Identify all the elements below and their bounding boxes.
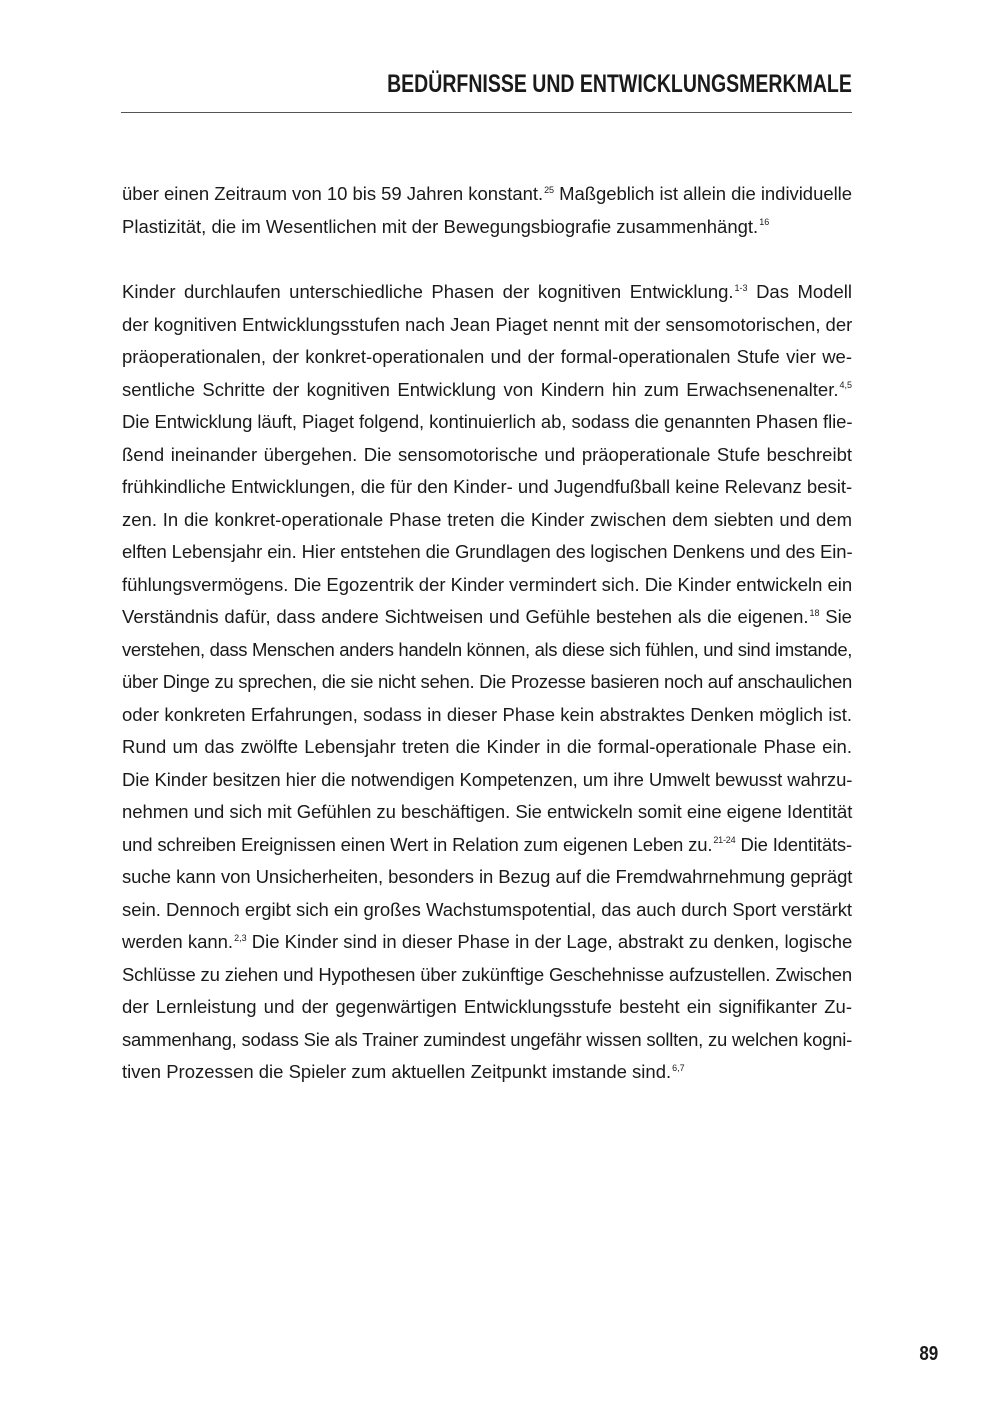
footnote-reference: 1-3 bbox=[734, 282, 748, 293]
text-line bbox=[122, 699, 852, 732]
text-line bbox=[122, 178, 852, 211]
text-segment: suche kann von Unsicherheiten, besonders in Bezug auf die Fremdwahrnehmung geprägt bbox=[122, 866, 853, 887]
text-segment: Sie bbox=[819, 606, 852, 627]
text-line bbox=[122, 341, 852, 374]
text-line bbox=[122, 861, 852, 894]
text-line bbox=[122, 1056, 852, 1089]
text-segment: Plastizität, die im Wesentlichen mit der Bewegungsbiografie zusammenhängt. bbox=[122, 215, 759, 237]
text-segment: Kinder durchlaufen unterschiedliche Phasen der kognitiven Entwicklung. bbox=[122, 281, 734, 302]
text-segment: oder konkreten Erfahrungen, sodass in dieser Phase kein abstraktes Denken möglich ist. bbox=[122, 703, 852, 725]
text-line bbox=[122, 666, 852, 699]
text-line bbox=[122, 1024, 852, 1057]
text-line bbox=[122, 601, 852, 634]
text-line bbox=[122, 309, 852, 342]
text-segment: fühlungsvermögens. Die Egozentrik der Kinder vermindert sich. Die Kinder entwickeln ein bbox=[122, 573, 853, 595]
text-line bbox=[122, 471, 852, 504]
text-segment: Das Modell bbox=[747, 281, 852, 302]
text-segment: Verständnis dafür, dass andere Sichtweisen und Gefühle bestehen als die eigenen. bbox=[122, 606, 809, 627]
text-segment: der kognitiven Entwicklungsstufen nach Jean Piaget nennt mit der sensomotorischen, der bbox=[122, 313, 853, 335]
text-segment: frühkindliche Entwicklungen, die für den Kinder- und Jugendfußball keine Relevanz besit- bbox=[122, 476, 853, 497]
text-segment: sentliche Schritte der kognitiven Entwicklung von Kindern hin zum Erwachsenenalter. bbox=[122, 378, 839, 400]
text-line bbox=[122, 796, 852, 829]
text-segment: über Dinge zu sprechen, die sie nicht sehen. Die Prozesse basieren noch auf anschaulichen bbox=[122, 671, 852, 692]
footnote-reference: 4,5 bbox=[839, 380, 852, 391]
text-line bbox=[122, 894, 852, 927]
footnote-reference: 2,3 bbox=[234, 932, 247, 943]
text-line bbox=[122, 764, 852, 797]
footnote-reference: 21-24 bbox=[713, 835, 736, 846]
text-segment: Die Identitäts- bbox=[735, 833, 852, 855]
text-segment: elften Lebensjahr ein. Hier entstehen die Grundlagen des logischen Denkens und des Ein- bbox=[122, 541, 853, 562]
text-line bbox=[122, 991, 852, 1024]
running-header: BEDÜRFNISSE UND ENTWICKLUNGSMERKMALE bbox=[387, 70, 852, 98]
footnote-reference: 16 bbox=[759, 217, 770, 228]
text-segment: nehmen und sich mit Gefühlen zu beschäftigen. Sie entwickeln somit eine eigene Identität bbox=[122, 801, 853, 822]
text-line bbox=[122, 731, 852, 764]
text-line bbox=[122, 211, 852, 244]
text-segment: Die Kinder besitzen hier die notwendigen Kompetenzen, um ihre Umwelt bewusst wahrzu- bbox=[122, 768, 853, 790]
text-segment: Die Entwicklung läuft, Piaget folgend, kontinuierlich ab, sodass die genannten Phasen flie- bbox=[122, 411, 853, 432]
header-rule bbox=[121, 112, 852, 113]
text-line bbox=[122, 276, 852, 309]
text-segment: ßend ineinander übergehen. Die sensomotorische und präoperationale Stufe beschreibt bbox=[122, 443, 852, 465]
text-segment: präoperationalen, der konkret-operationalen und der formal-operationalen Stufe vier we- bbox=[122, 346, 852, 367]
text-segment: verstehen, dass Menschen anders handeln können, als diese sich fühlen, und sind imstande, bbox=[122, 638, 853, 660]
text-line bbox=[122, 829, 852, 862]
body-text bbox=[122, 178, 852, 1089]
text-segment: sein. Dennoch ergibt sich ein großes Wachstumspotential, das auch durch Sport verstärkt bbox=[122, 898, 852, 920]
text-line bbox=[122, 439, 852, 472]
text-line bbox=[122, 634, 852, 667]
text-segment: Schlüsse zu ziehen und Hypothesen über zukünftige Geschehnisse aufzustellen. Zwischen bbox=[122, 963, 852, 985]
paragraph bbox=[122, 178, 852, 243]
text-line bbox=[122, 504, 852, 537]
text-segment: Rund um das zwölfte Lebensjahr treten die Kinder in die formal-operationale Phase ein. bbox=[122, 736, 852, 757]
page-number: 89 bbox=[919, 1343, 938, 1365]
paragraph bbox=[122, 276, 852, 1089]
text-line bbox=[122, 959, 852, 992]
text-segment: der Lernleistung und der gegenwärtigen Entwicklungsstufe besteht ein signifikanter Zu- bbox=[122, 996, 852, 1017]
text-line bbox=[122, 406, 852, 439]
footnote-reference: 25 bbox=[544, 184, 555, 195]
footnote-reference: 6,7 bbox=[672, 1062, 685, 1073]
text-line bbox=[122, 536, 852, 569]
text-line bbox=[122, 569, 852, 602]
text-segment: über einen Zeitraum von 10 bis 59 Jahren konstant. bbox=[122, 183, 544, 204]
footnote-reference: 18 bbox=[809, 607, 820, 618]
text-line bbox=[122, 926, 852, 959]
text-segment: Die Kinder sind in dieser Phase in der Lage, abstrakt zu denken, logische bbox=[246, 931, 853, 952]
text-segment: und schreiben Ereignissen einen Wert in Relation zum eigenen Leben zu. bbox=[122, 833, 713, 855]
text-segment: tiven Prozessen die Spieler zum aktuellen Zeitpunkt imstande sind. bbox=[122, 1061, 672, 1082]
text-segment: zen. In die konkret-operationale Phase treten die Kinder zwischen dem siebten und dem bbox=[122, 508, 852, 530]
text-line bbox=[122, 374, 852, 407]
text-segment: sammenhang, sodass Sie als Trainer zumindest ungefähr wissen sollten, zu welchen kogni- bbox=[122, 1028, 852, 1050]
text-segment: Maßgeblich ist allein die individuelle bbox=[554, 183, 852, 204]
text-segment: werden kann. bbox=[122, 931, 234, 952]
